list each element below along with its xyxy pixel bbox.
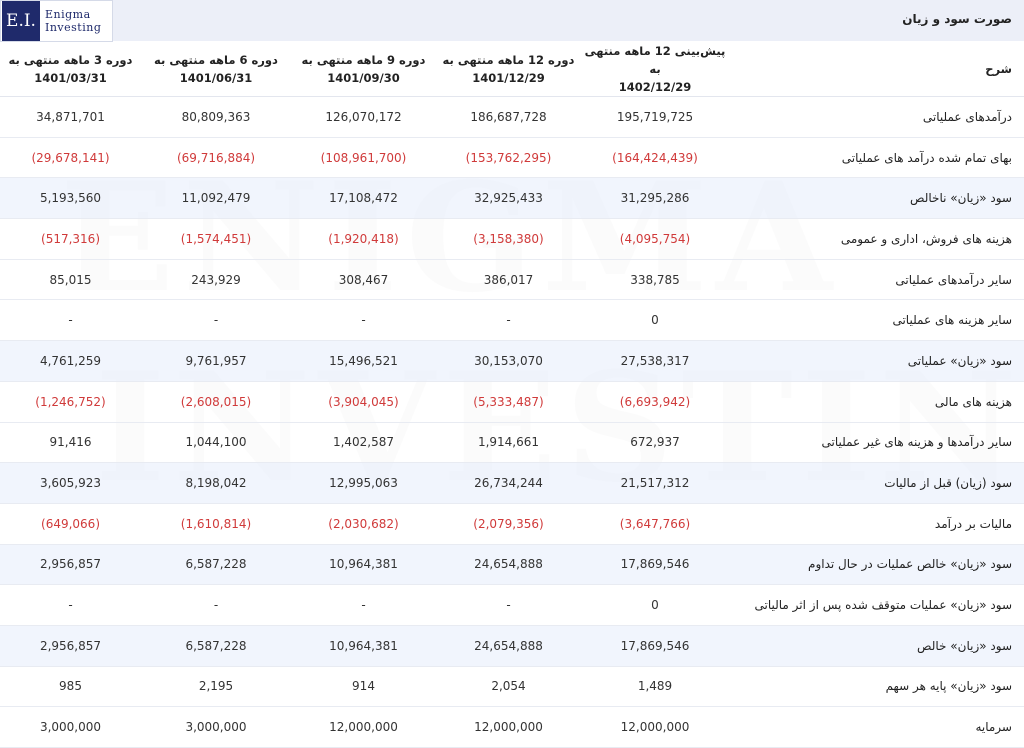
- row-label: سود «زیان» ناخالص: [729, 178, 1024, 219]
- table-row: [0, 178, 1024, 219]
- row-value: -: [436, 585, 581, 626]
- table-row: [0, 422, 1024, 463]
- row-value: 8,198,042: [141, 463, 291, 504]
- table-row: [0, 219, 1024, 260]
- row-label: بهای تمام شده درآمد های عملیاتی: [729, 137, 1024, 178]
- table-row: [0, 585, 1024, 626]
- row-label: سرمایه: [729, 707, 1024, 748]
- table-row: [0, 463, 1024, 504]
- row-value: 15,496,521: [291, 341, 436, 382]
- row-label: سود «زیان» عملیات متوقف شده پس از اثر مالیاتی: [729, 585, 1024, 626]
- row-value: 186,687,728: [436, 97, 581, 138]
- row-value: 91,416: [0, 422, 141, 463]
- row-value: 5,193,560: [0, 178, 141, 219]
- table-row: [0, 544, 1024, 585]
- table-row: [0, 300, 1024, 341]
- table-row: [0, 625, 1024, 666]
- income-statement-table: [0, 41, 1024, 748]
- row-label: سود «زیان» پایه هر سهم: [729, 666, 1024, 707]
- header-12m-1401-line2: 1401/12/29: [472, 70, 545, 85]
- header-3m-1401: [0, 41, 141, 97]
- row-value: 1,044,100: [141, 422, 291, 463]
- row-value: 17,869,546: [581, 625, 729, 666]
- row-value: -: [0, 300, 141, 341]
- row-label: سایر درآمدها و هزینه های غیر عملیاتی: [729, 422, 1024, 463]
- header-9m-1401-line2: 1401/09/30: [327, 70, 400, 85]
- row-value: 30,153,070: [436, 341, 581, 382]
- row-value: 2,956,857: [0, 544, 141, 585]
- row-value: 672,937: [581, 422, 729, 463]
- row-value: (1,574,451): [141, 219, 291, 260]
- row-value: 12,000,000: [436, 707, 581, 748]
- row-label: مالیات بر درآمد: [729, 503, 1024, 544]
- row-value: (69,716,884): [141, 137, 291, 178]
- header-6m-1401: [141, 41, 291, 97]
- row-value: (649,066): [0, 503, 141, 544]
- row-value: 195,719,725: [581, 97, 729, 138]
- logo-line-2: Investing: [45, 21, 102, 34]
- row-value: 6,587,228: [141, 544, 291, 585]
- row-label: سایر هزینه های عملیاتی: [729, 300, 1024, 341]
- row-value: -: [291, 585, 436, 626]
- row-label: درآمدهای عملیاتی: [729, 97, 1024, 138]
- row-value: (1,246,752): [0, 381, 141, 422]
- row-value: 0: [581, 585, 729, 626]
- row-value: -: [0, 585, 141, 626]
- row-label: سایر درآمدهای عملیاتی: [729, 259, 1024, 300]
- header-6m-1401-line1: دوره 6 ماهه منتهی به: [154, 52, 278, 67]
- logo-line-1: Enigma: [45, 8, 91, 21]
- row-value: (2,608,015): [141, 381, 291, 422]
- row-value: 1,402,587: [291, 422, 436, 463]
- row-value: (108,961,700): [291, 137, 436, 178]
- row-value: 243,929: [141, 259, 291, 300]
- row-value: 26,734,244: [436, 463, 581, 504]
- row-label: هزینه های فروش، اداری و عمومی: [729, 219, 1024, 260]
- row-value: 21,517,312: [581, 463, 729, 504]
- row-value: (164,424,439): [581, 137, 729, 178]
- row-value: -: [436, 300, 581, 341]
- enigma-logo: [0, 0, 113, 42]
- header-9m-1401: [291, 41, 436, 97]
- statement-title-bar: [0, 0, 1024, 41]
- row-value: -: [141, 300, 291, 341]
- row-value: (29,678,141): [0, 137, 141, 178]
- row-value: 3,605,923: [0, 463, 141, 504]
- row-value: 3,000,000: [141, 707, 291, 748]
- row-value: 1,489: [581, 666, 729, 707]
- table-row: [0, 97, 1024, 138]
- row-value: 24,654,888: [436, 544, 581, 585]
- row-value: 338,785: [581, 259, 729, 300]
- row-label: سود (زیان) قبل از مالیات: [729, 463, 1024, 504]
- row-value: 10,964,381: [291, 544, 436, 585]
- header-6m-1401-line2: 1401/06/31: [179, 70, 253, 85]
- row-value: 914: [291, 666, 436, 707]
- table-row: [0, 666, 1024, 707]
- row-value: 34,871,701: [0, 97, 141, 138]
- row-value: 27,538,317: [581, 341, 729, 382]
- row-value: 0: [581, 300, 729, 341]
- header-12m-1401-line1: دوره 12 ماهه منتهی به: [442, 52, 575, 67]
- row-value: 386,017: [436, 259, 581, 300]
- row-value: (1,920,418): [291, 219, 436, 260]
- row-value: 6,587,228: [141, 625, 291, 666]
- row-value: (517,316): [0, 219, 141, 260]
- row-label: هزینه های مالی: [729, 381, 1024, 422]
- header-3m-1401-line2: 1401/03/31: [34, 70, 107, 85]
- header-forecast-1402: [581, 41, 729, 97]
- logo-mark: E.I.: [2, 1, 40, 41]
- row-value: (3,904,045): [291, 381, 436, 422]
- row-value: (3,647,766): [581, 503, 729, 544]
- row-value: 12,000,000: [291, 707, 436, 748]
- row-value: -: [291, 300, 436, 341]
- row-label: سود «زیان» عملیاتی: [729, 341, 1024, 382]
- row-value: 2,956,857: [0, 625, 141, 666]
- table-row: [0, 381, 1024, 422]
- header-description: شرح: [729, 41, 1024, 97]
- table-header-row: [0, 41, 1024, 97]
- row-value: (1,610,814): [141, 503, 291, 544]
- row-value: 2,195: [141, 666, 291, 707]
- row-value: 80,809,363: [141, 97, 291, 138]
- row-value: (2,030,682): [291, 503, 436, 544]
- header-12m-1401: [436, 41, 581, 97]
- table-row: [0, 259, 1024, 300]
- row-value: (5,333,487): [436, 381, 581, 422]
- row-value: 31,295,286: [581, 178, 729, 219]
- row-value: 3,000,000: [0, 707, 141, 748]
- row-value: 308,467: [291, 259, 436, 300]
- table-row: [0, 341, 1024, 382]
- row-value: 17,869,546: [581, 544, 729, 585]
- table-row: [0, 503, 1024, 544]
- row-value: 12,995,063: [291, 463, 436, 504]
- row-value: (153,762,295): [436, 137, 581, 178]
- row-value: -: [141, 585, 291, 626]
- header-forecast-1402-line1: پیش‌بینی 12 ماهه منتهی به: [584, 43, 726, 76]
- table-body: [0, 97, 1024, 748]
- row-value: 4,761,259: [0, 341, 141, 382]
- row-value: 126,070,172: [291, 97, 436, 138]
- row-value: (6,693,942): [581, 381, 729, 422]
- row-label: سود «زیان» خالص عملیات در حال تداوم: [729, 544, 1024, 585]
- table-row: [0, 137, 1024, 178]
- header-3m-1401-line1: دوره 3 ماهه منتهی به: [8, 52, 133, 67]
- row-value: (3,158,380): [436, 219, 581, 260]
- row-value: 2,054: [436, 666, 581, 707]
- row-value: 1,914,661: [436, 422, 581, 463]
- logo-text: [40, 8, 101, 34]
- row-value: 11,092,479: [141, 178, 291, 219]
- header-forecast-1402-line2: 1402/12/29: [618, 79, 692, 94]
- row-value: 985: [0, 666, 141, 707]
- row-label: سود «زیان» خالص: [729, 625, 1024, 666]
- row-value: 85,015: [0, 259, 141, 300]
- row-value: (2,079,356): [436, 503, 581, 544]
- header-9m-1401-line1: دوره 9 ماهه منتهی به: [301, 52, 426, 67]
- row-value: (4,095,754): [581, 219, 729, 260]
- row-value: 32,925,433: [436, 178, 581, 219]
- table-row: [0, 707, 1024, 748]
- row-value: 9,761,957: [141, 341, 291, 382]
- row-value: 10,964,381: [291, 625, 436, 666]
- statement-title: صورت سود و زیان: [902, 12, 1012, 26]
- row-value: 24,654,888: [436, 625, 581, 666]
- row-value: 17,108,472: [291, 178, 436, 219]
- row-value: 12,000,000: [581, 707, 729, 748]
